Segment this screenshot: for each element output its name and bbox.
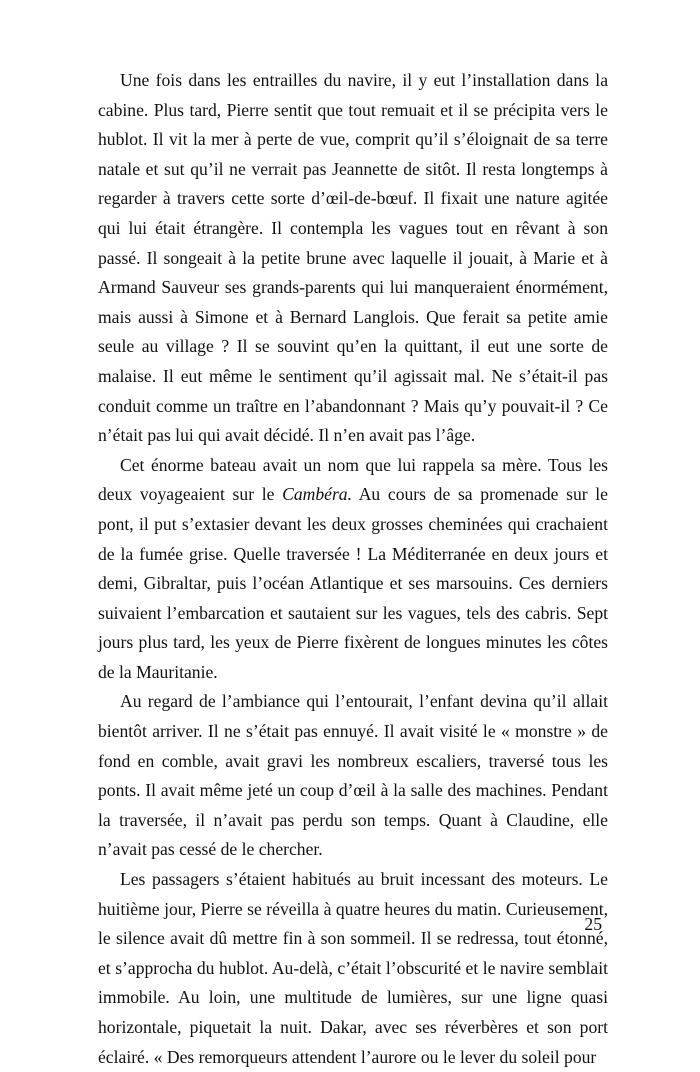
- paragraph-3: [98, 687, 608, 865]
- page-number: 25: [584, 914, 602, 934]
- paragraph-4-text: Les passagers s’étaient habitués au bruit incessant des moteurs. Le huitième jour, Pierre se réveilla à quatre heures du matin. Curieusement, le silence avait dû mettre fin à son sommeil. Il se redressa, tout étonné, et s’approcha du hublot. Au-delà, c’était l’obscurité et le navire semblait immobile. Au loin, une multitude de lumières, sur une ligne quasi horizontale, piquetait la nuit. Dakar, avec ses réverbères et son port éclairé. « Des remorqueurs attendent l’aurore ou le lever du soleil pour: [98, 869, 608, 1067]
- paragraph-1: [98, 66, 608, 451]
- paragraph-1-text: Une fois dans les entrailles du navire, il y eut l’installation dans la cabine. Plus tard, Pierre sentit que tout remuait et il se précipita vers le hublot. Il vit la mer à perte de vue, comprit qu’il s’éloignait de sa terre natale et sut qu’il ne verrait pas Jeannette de sitôt. Il resta longtemps à regarder à travers cette sorte d’œil-de-bœuf. Il fixait une nature agitée qui lui était étrangère. Il contempla les vagues tout en rêvant à son passé. Il songeait à la petite brune avec laquelle il jouait, à Marie et à Armand Sauveur ses grands-parents qui lui manqueraient énormément, mais aussi à Simone et à Bernard Langlois. Que ferait sa petite amie seule au village ? Il se souvint qu’en la quittant, il eut une sorte de malaise. Il eut même le sentiment qu’il agissait mal. Ne s’était-il pas conduit comme un traître en l’abandonnant ? Mais qu’y pouvait-il ? Ce n’était pas lui qui avait décidé. Il n’en avait pas l’âge.: [98, 70, 608, 446]
- ship-name: Cambéra.: [282, 484, 352, 505]
- body-text: [98, 66, 608, 1072]
- paragraph-3-text: Au regard de l’ambiance qui l’entourait, l’enfant devina qu’il allait bientôt arriver. Il ne s’était pas ennuyé. Il avait visité le « monstre » de fond en comble, avait gravi les nombreux escaliers, traversé tous les ponts. Il avait même jeté un coup d’œil à la salle des machines. Pendant la traversée, il n’avait pas perdu son temps. Quant à Claudine, elle n’avait pas cessé de le chercher.: [98, 691, 608, 860]
- paragraph-2-text-end: Au cours de sa promenade sur le pont, il put s’extasier devant les deux grosses cheminées qui crachaient de la fumée grise. Quelle traversée ! La Méditerranée en deux jours et demi, Gibraltar, puis l’océan Atlantique et ses marsouins. Ces derniers suivaient l’embarcation et sautaient sur les vagues, tels des cabris. Sept jours plus tard, les yeux de Pierre fixèrent de longues minutes les côtes de la Mauritanie.: [98, 484, 608, 682]
- paragraph-2-text-start: Cet énorme bateau avait un nom que lui rappela sa mère. Tous les deux voyageaient sur le: [98, 454, 608, 505]
- paragraph-4: [98, 865, 608, 1072]
- paragraph-2: [98, 451, 608, 688]
